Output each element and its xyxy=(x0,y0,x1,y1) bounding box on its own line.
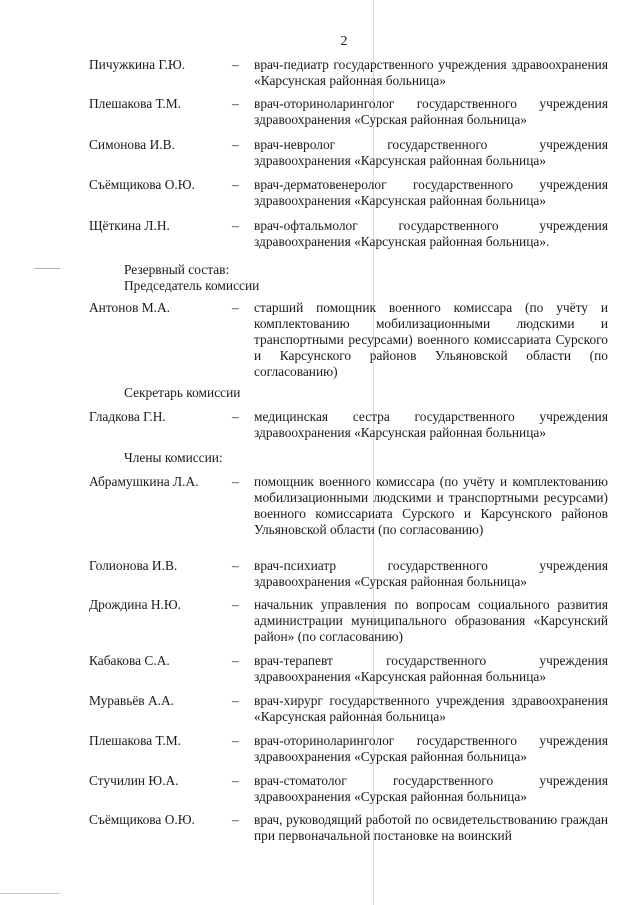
member-name: Стучилин Ю.А. xyxy=(89,773,179,788)
scan-edge-mark xyxy=(0,893,60,894)
secretary-heading: Секретарь комиссии xyxy=(124,385,241,400)
member-name: Кабакова С.А. xyxy=(89,653,170,668)
member-position: врач-стоматолог государственного учреждения здравоохранения «Сурская районная больница» xyxy=(254,773,608,804)
member-name: Муравьёв А.А. xyxy=(89,693,174,708)
member-position: врач-оториноларинголог государственного учреждения здравоохранения «Сурская районная больница» xyxy=(254,96,608,127)
dash: – xyxy=(232,218,239,233)
member-position: врач-хирург государственного учреждения здравоохранения «Карсунская районная больница» xyxy=(254,693,608,724)
member-position: врач-терапевт государственного учреждения здравоохранения «Карсунская районная больница» xyxy=(254,653,608,684)
member-name: Гладкова Г.Н. xyxy=(89,409,166,424)
member-name: Съёмщикова О.Ю. xyxy=(89,177,195,192)
dash: – xyxy=(232,300,239,315)
member-name: Абрамушкина Л.А. xyxy=(89,474,199,489)
dash: – xyxy=(232,474,239,489)
member-name: Плешакова Т.М. xyxy=(89,733,181,748)
member-name: Голионова И.В. xyxy=(89,558,178,573)
member-position: врач-дерматовенеролог государственного учреждения здравоохранения «Карсунская районная больница» xyxy=(254,177,608,208)
scan-edge-mark xyxy=(34,268,60,269)
chair-heading: Председатель комиссии xyxy=(124,278,260,293)
page-number: 2 xyxy=(340,34,348,49)
member-position: врач-психиатр государственного учреждения здравоохранения «Сурская районная больница» xyxy=(254,558,608,589)
member-name: Щёткина Л.Н. xyxy=(89,218,170,233)
member-name: Антонов М.А. xyxy=(89,300,171,315)
reserve-title: Резервный состав: xyxy=(124,262,230,277)
member-position: начальник управления по вопросам социального развития администрации муниципального образования «Карсунский район» (по согласованию) xyxy=(254,597,608,644)
member-position: медицинская сестра государственного учреждения здравоохранения «Карсунская районная больница» xyxy=(254,409,608,440)
member-position: врач-невролог государственного учреждения здравоохранения «Карсунская районная больница» xyxy=(254,137,608,168)
dash: – xyxy=(232,558,239,573)
member-position: врач, руководящий работой по освидетельствованию граждан при первоначальной постановке на воинский xyxy=(254,812,608,843)
dash: – xyxy=(232,812,239,827)
member-position: врач-оториноларинголог государственного учреждения здравоохранения «Сурская районная больница» xyxy=(254,733,608,764)
dash: – xyxy=(232,137,239,152)
dash: – xyxy=(232,409,239,424)
member-name: Съёмщикова О.Ю. xyxy=(89,812,195,827)
dash: – xyxy=(232,693,239,708)
dash: – xyxy=(232,653,239,668)
dash: – xyxy=(232,733,239,748)
member-name: Дрождина Н.Ю. xyxy=(89,597,182,612)
member-position: врач-офтальмолог государственного учреждения здравоохранения «Карсунская районная больница». xyxy=(254,218,608,249)
dash: – xyxy=(232,773,239,788)
members-heading: Члены комиссии: xyxy=(124,450,223,465)
scan-fold-line xyxy=(373,0,374,905)
dash: – xyxy=(232,96,239,111)
dash: – xyxy=(232,57,239,72)
dash: – xyxy=(232,597,239,612)
member-name: Симонова И.В. xyxy=(89,137,175,152)
member-position: старший помощник военного комиссара (по учёту и комплектованию мобилизационными людскими и транспортными ресурсами) военного комиссариата Сурского и Карсунского районов Ульяновской области (по согласованию) xyxy=(254,300,608,379)
member-name: Плешакова Т.М. xyxy=(89,96,181,111)
member-position: помощник военного комиссара (по учёту и комплектованию мобилизационными людскими и транспортными ресурсами) военного комиссариата Сурского и Карсунского районов Ульяновской области (по согласованию) xyxy=(254,474,608,537)
member-position: врач-педиатр государственного учреждения здравоохранения «Карсунская районная больница» xyxy=(254,57,608,88)
member-name: Пичужкина Г.Ю. xyxy=(89,57,186,72)
dash: – xyxy=(232,177,239,192)
